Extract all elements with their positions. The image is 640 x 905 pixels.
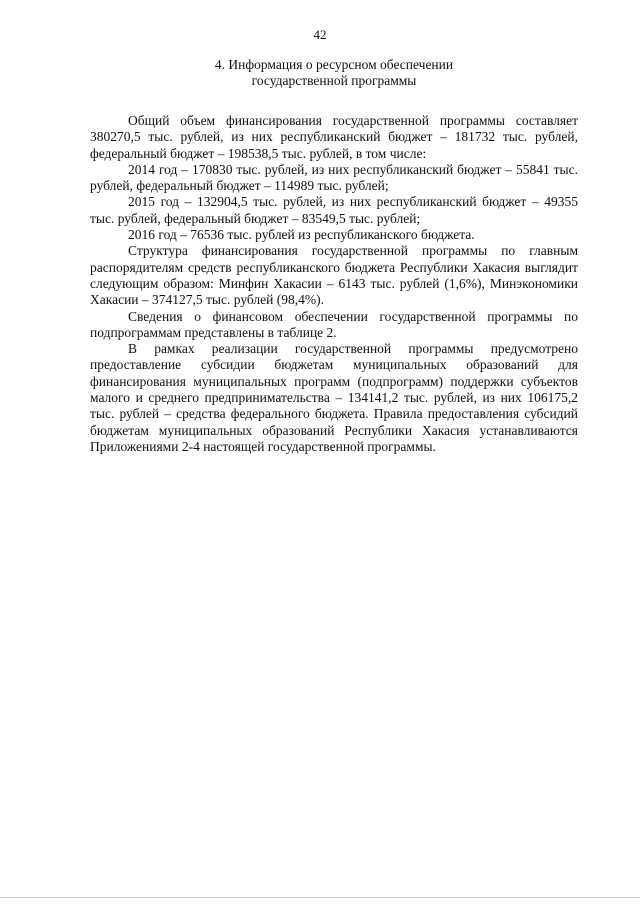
paragraph-table-reference: Сведения о финансовом обеспечении государственной программы по подпрограммам представлены в таблице 2. [90,308,578,340]
paragraph-total-funding: Общий объем финансирования государственной программы составляет 380270,5 тыс. рублей, из них республиканский бюджет – 181732 тыс. рублей, федеральный бюджет – 198538,5 тыс. рублей, в том числе: [90,113,578,161]
section-title [90,57,578,89]
bottom-divider [0,897,640,898]
paragraph-2015: 2015 год – 132904,5 тыс. рублей, из них республиканский бюджет – 49355 тыс. рублей, федеральный бюджет – 83549,5 тыс. рублей; [90,194,578,226]
body-text [90,113,578,455]
paragraph-subsidies: В рамках реализации государственной программы предусмотрено предоставление субсидии бюджетам муниципальных образований для финансирования муниципальных программ (подпрограмм) поддержки субъектов малого и среднего предпринимательства – 134141,2 тыс. рублей, из них 106175,2 тыс. рублей – средства федерального бюджета. Правила предоставления субсидий бюджетам муниципальных образований Республики Хакасия устанавливаются Приложениями 2-4 настоящей государственной программы. [90,341,578,454]
section-title-line-2: государственной программы [251,73,417,88]
page-number: 42 [313,27,327,42]
paragraph-2014: 2014 год – 170830 тыс. рублей, из них республиканский бюджет – 55841 тыс. рублей, федеральный бюджет – 114989 тыс. рублей; [90,161,578,194]
section-title-line-1: 4. Информация о ресурсном обеспечении [214,57,454,72]
paragraph-funding-structure: Структура финансирования государственной программы по главным распорядителям средств республиканского бюджета Республики Хакасия выглядит следующим образом: Минфин Хакасии – 6143 тыс. рублей (1,6%), Минэкономики Хакасии – 374127,5 тыс. рублей (98,4%). [90,243,578,308]
paragraph-2016: 2016 год – 76536 тыс. рублей из республиканского бюджета. [128,227,475,243]
